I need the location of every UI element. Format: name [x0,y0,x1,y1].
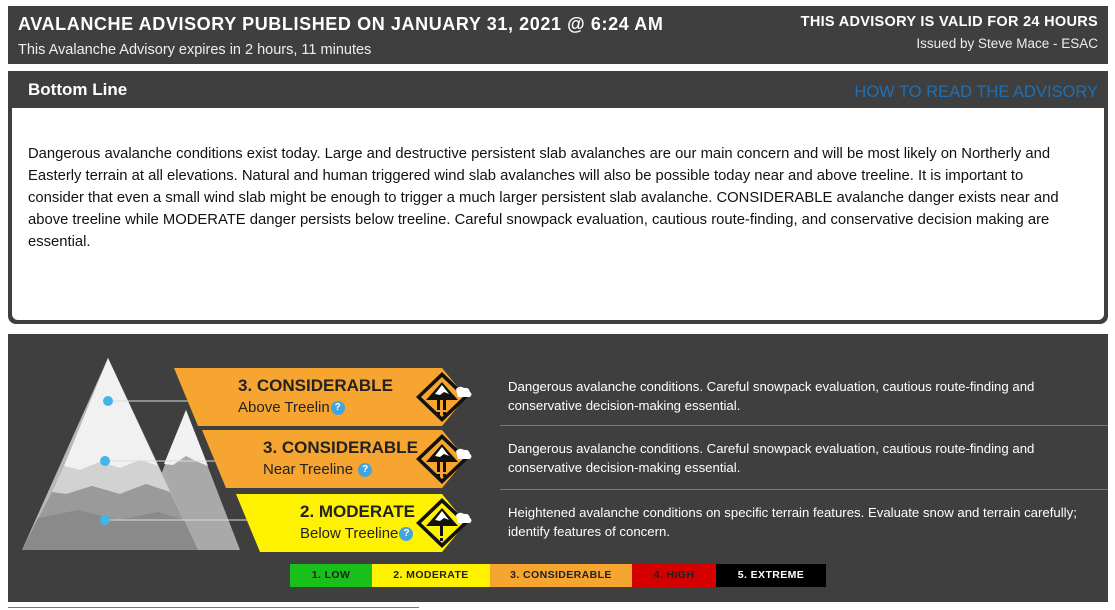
bottom-line-body [12,108,1104,320]
danger-rating-panel [8,334,1108,602]
danger-band-below-treeline [236,494,1106,552]
footer-divider [8,607,419,608]
danger-scale-legend [290,564,826,587]
above-treeline-description: Dangerous avalanche conditions. Careful snowpack evaluation, cautious route-finding and conservative decision-making essential. [508,379,1035,413]
legend-high: 4. HIGH [632,564,716,587]
legend-considerable: 3. CONSIDERABLE [490,564,632,587]
bottom-line-title: Bottom Line [28,80,128,99]
advisory-expires: This Avalanche Advisory expires in 2 hours, 11 minutes [18,42,372,58]
danger-band-near-treeline [202,430,1102,488]
above-treeline-danger-level: 3. CONSIDERABLE [238,376,393,395]
below-treeline-danger-level: 2. MODERATE [300,502,415,521]
near-treeline-danger-level: 3. CONSIDERABLE [263,438,418,457]
above-treeline-help-icon[interactable]: ? [331,401,345,415]
band-divider [500,489,1108,490]
near-treeline-label: Near Treeline ? [263,461,372,478]
bottom-line-section [8,71,1108,324]
legend-moderate: 2. MODERATE [372,564,490,587]
below-treeline-description: Heightened avalanche conditions on specific terrain features. Evaluate snow and terrain carefully; identify features of concern. [508,505,1077,539]
advisory-valid: THIS ADVISORY IS VALID FOR 24 HOURS [800,14,1098,30]
legend-low: 1. LOW [290,564,372,587]
legend-extreme: 5. EXTREME [716,564,826,587]
advisory-issued-by: Issued by Steve Mace - ESAC [916,36,1098,51]
above-treeline-label: Above Treelin ? [238,399,345,416]
near-treeline-help-icon[interactable]: ? [358,463,372,477]
below-treeline-label: Below Treeline ? [300,525,413,542]
band-divider [500,425,1108,426]
advisory-header [8,6,1108,64]
bottom-line-text: Dangerous avalanche conditions exist today. Large and destructive persistent slab avalanches are our main concern and will be most likely on Northerly and Easterly terrain at all elevations. Natural and human triggered wind slab avalanches will also be possible today near and above treeline. It is important to consider that even a small wind slab might be enough to trigger a much larger persistent slab avalanche. CONSIDERABLE avalanche danger exists near and above treeline while MODERATE danger persists below treeline. Careful snowpack evaluation, cautious route-finding, and conservative decision making are essential. [28,146,1059,250]
advisory-title: AVALANCHE ADVISORY PUBLISHED ON JANUARY 31, 2021 @ 6:24 AM [18,14,664,34]
danger-band-above-treeline [174,368,1094,426]
near-treeline-description: Dangerous avalanche conditions. Careful snowpack evaluation, cautious route-finding and conservative decision-making essential. [508,441,1035,475]
below-treeline-help-icon[interactable]: ? [399,527,413,541]
how-to-read-link[interactable]: HOW TO READ THE ADVISORY [854,83,1098,101]
